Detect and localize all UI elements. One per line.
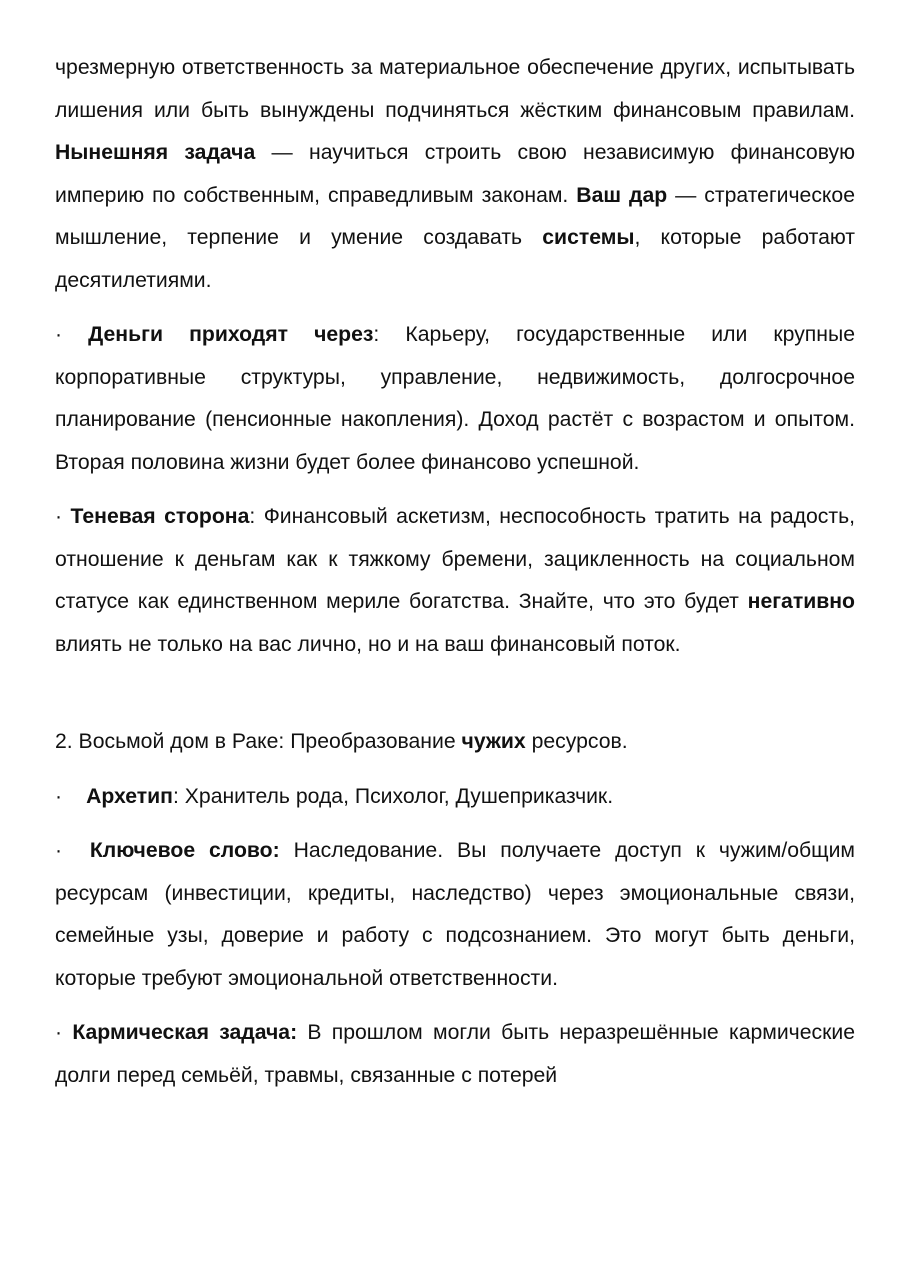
text: В прошлом могли быть неразрешённые кармические долги перед семьёй, травмы, связанные с потерей: [55, 1021, 855, 1087]
bullet-marker: ·: [55, 784, 63, 808]
bullet-money-comes-through: [55, 314, 855, 484]
bold-term-keyword: Ключевое слово:: [89, 839, 280, 862]
bullet-shadow-side: [55, 496, 855, 666]
text: влиять не только на вас лично, но и на ваш финансовый поток.: [55, 632, 681, 656]
text: — стратегическое мышление, терпение и умение создавать: [55, 183, 855, 249]
text: чрезмерную ответственность за материальное обеспечение других, испытывать лишения или быть вынуждены подчиняться жёстким финансовым правилам.: [55, 56, 855, 122]
bold-term-your-gift: Ваш дар: [576, 183, 668, 207]
text: — научиться строить свою независимую финансовую империю по собственным, справедливым законам.: [55, 141, 855, 207]
bullet-marker: ·: [55, 323, 89, 346]
bold-term-systems: системы: [542, 226, 635, 249]
text: ресурсов.: [525, 730, 628, 753]
bullet-marker: ·: [55, 1021, 73, 1044]
document-page: [55, 47, 855, 1097]
text: , которые работают десятилетиями.: [55, 226, 855, 292]
bullet-marker: ·: [55, 839, 76, 862]
bold-term-current-task: Нынешняя задача: [55, 141, 256, 164]
bold-term-others: чужих: [461, 730, 526, 753]
bullet-marker: ·: [55, 505, 71, 528]
text: : Карьеру, государственные или крупные корпоративные структуры, управление, недвижимость, долгосрочное планирование (пенсионные накопления). Доход растёт с возрастом и опытом. Вторая половина жизни будет более финансово успешной.: [55, 323, 855, 474]
section-gap: [55, 666, 855, 721]
bold-term-money-comes-through: Деньги приходят через: [88, 323, 374, 346]
bold-term-archetype: Архетип: [86, 784, 173, 808]
bullet-keyword: [55, 830, 855, 1000]
section-heading-eighth-house: [55, 721, 855, 764]
bold-term-shadow-side: Теневая сторона: [70, 505, 250, 528]
bullet-archetype: [55, 776, 855, 819]
text: : Финансовый аскетизм, неспособность тратить на радость, отношение к деньгам как к тяжкому бремени, зацикленность на социальном статусе как единственном мериле богатства. Знайте, что это будет: [55, 505, 855, 613]
text: : Хранитель рода, Психолог, Душеприказчик.: [173, 784, 614, 808]
bullet-karmic-task: [55, 1012, 855, 1097]
bold-term-negatively: негативно: [747, 590, 855, 613]
text: 2. Восьмой дом в Раке: Преобразование: [55, 730, 462, 753]
paragraph-previous-continuation: [55, 47, 855, 302]
bold-term-karmic-task: Кармическая задача:: [72, 1021, 298, 1044]
text: Наследование. Вы получаете доступ к чужим/общим ресурсам (инвестиции, кредиты, наследство) через эмоциональные связи, семейные узы, доверие и работу с подсознанием. Это могут быть деньги, которые требуют эмоциональной ответственности.: [55, 839, 855, 990]
